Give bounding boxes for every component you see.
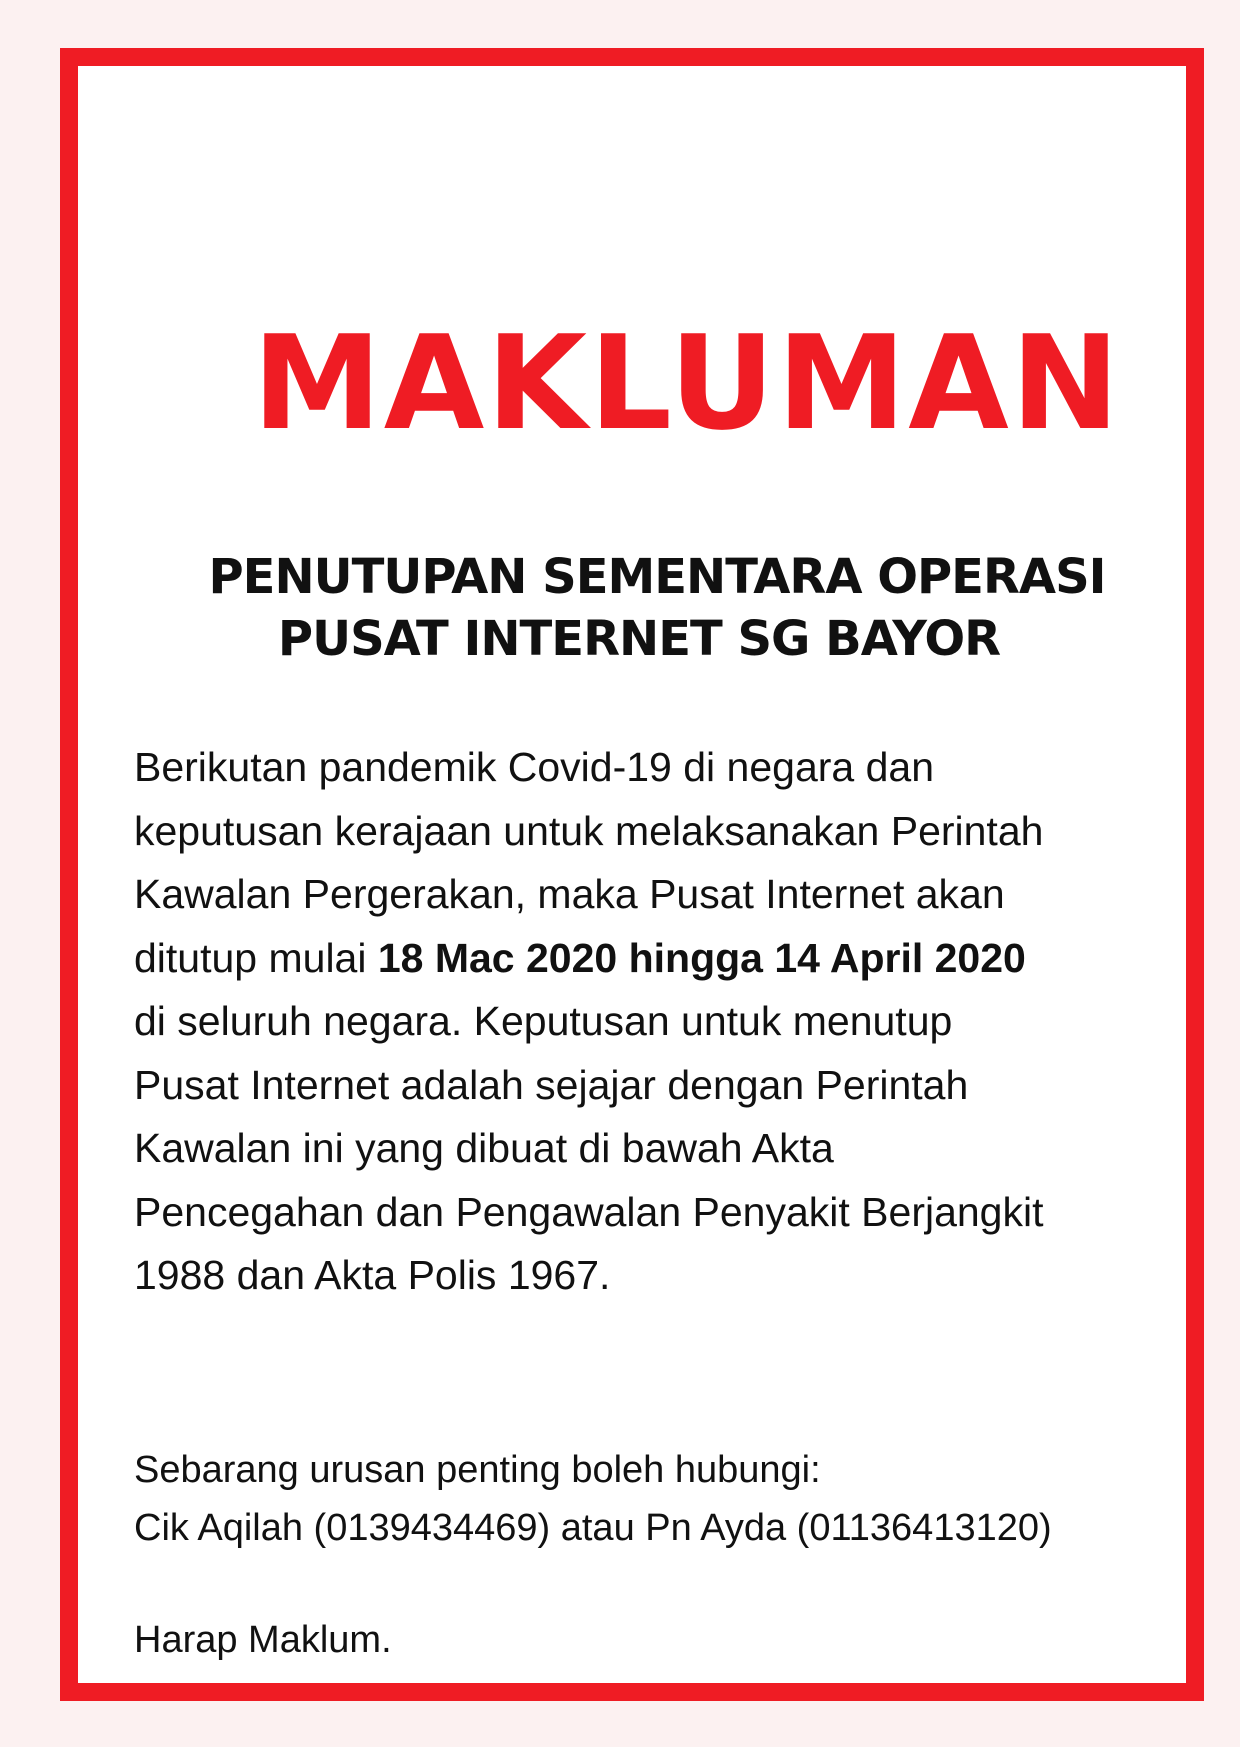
notice-title: MAKLUMAN [252, 307, 1122, 459]
body-line: Kawalan ini yang dibuat di bawah Akta [134, 1125, 834, 1171]
body-line-prefix: ditutup mulai [134, 934, 378, 981]
notice-body [134, 736, 1174, 1308]
body-line: Pencegahan dan Pengawalan Penyakit Berjangkit [134, 1188, 1044, 1235]
body-line: di seluruh negara. Keputusan untuk menutup [134, 998, 953, 1044]
contact-intro: Sebarang urusan penting boleh hubungi: [134, 1449, 821, 1491]
body-line: Pusat Internet adalah sejajar dengan Perintah [134, 1061, 969, 1108]
body-line: Berikutan pandemik Covid-19 di negara dan [134, 744, 935, 790]
notice-subtitle [78, 546, 1186, 670]
contact-info [134, 1441, 1174, 1557]
subtitle-line: PUSAT INTERNET SG BAYOR [277, 611, 1001, 667]
closing-text: Harap Maklum. [134, 1619, 392, 1661]
closure-dates: 18 Mac 2020 hingga 14 April 2020 [377, 934, 1026, 981]
body-line: Kawalan Pergerakan, maka Pusat Internet akan [134, 871, 1005, 917]
subtitle-line: PENUTUPAN SEMENTARA OPERASI [208, 549, 1106, 605]
notice-poster [60, 48, 1204, 1701]
body-line: 1988 dan Akta Polis 1967. [134, 1252, 611, 1298]
contact-people: Cik Aqilah (0139434469) atau Pn Ayda (01136413120) [134, 1507, 1052, 1549]
body-line-dates [134, 927, 1174, 991]
body-line: keputusan kerajaan untuk melaksanakan Perintah [134, 807, 1044, 854]
